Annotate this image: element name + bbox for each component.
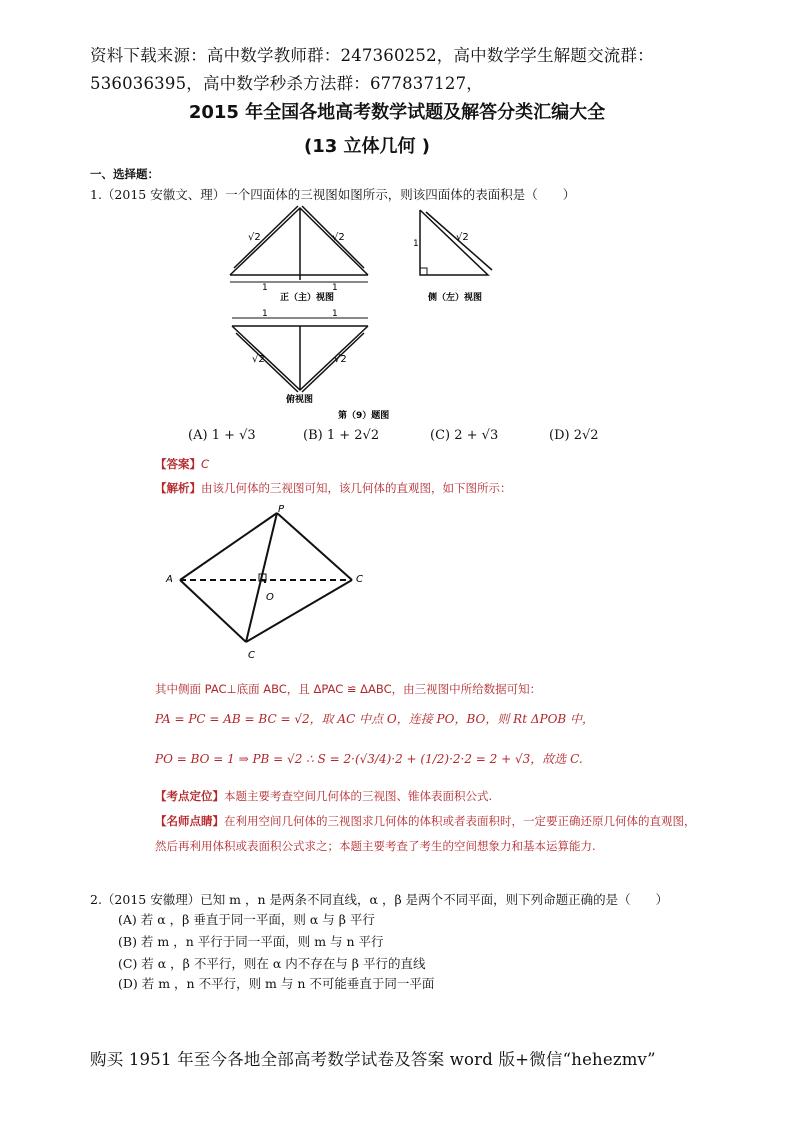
label-o: O (266, 592, 274, 603)
solid-figure (160, 500, 380, 665)
q1-line-3: PO = BO = 1 ⇒ PB = √2 ∴ S = 2·(√3/4)·2 + (1/2)·2·2 = 2 + √3，故选 C. (155, 752, 583, 766)
q1-option-b: (B) 1 + 2√2 (303, 428, 380, 443)
top-one-right: 1 (332, 309, 338, 319)
front-caption: 正（主）视图 (280, 293, 335, 303)
page-title: 2015 年全国各地高考数学试题及解答分类汇编大全 (188, 102, 606, 123)
front-one-left: 1 (262, 283, 268, 293)
q1-option-a: (A) 1 + √3 (188, 428, 256, 443)
q2-option-a: (A) 若 α ，β 垂直于同一平面，则 α 与 β 平行 (118, 912, 375, 927)
three-view-figure (220, 200, 520, 425)
section-heading: 一、选择题： (90, 167, 159, 181)
top-caption: 俯视图 (286, 395, 314, 405)
q1-teacher-2: 然后再利用体积或表面积公式求之；本题主要考查了考生的空间想象力和基本运算能力. (155, 839, 596, 853)
q1-line-2: PA = PC = AB = BC = √2，取 AC 中点 O，连接 PO，BO，则 Rt ΔPOB 中， (155, 712, 595, 726)
figure-caption: 第（9）题图 (338, 411, 390, 421)
label-c-bottom: C (248, 650, 255, 661)
side-one: 1 (413, 239, 419, 249)
label-a: A (166, 574, 173, 585)
front-one-right: 1 (332, 283, 338, 293)
q1-analysis: 【解析】由该几何体的三视图可知，该几何体的直观图，如下图所示： (155, 481, 512, 495)
header-line-2: 536036395，高中数学秒杀方法群：677837127， (90, 74, 483, 93)
q1-point: 【考点定位】本题主要考查空间几何体的三视图、锥体表面积公式. (155, 789, 493, 803)
header-line-1: 资料下载来源：高中数学教师群：247360252，高中数学学生解题交流群： (90, 46, 654, 65)
q2-option-c: (C) 若 α ，β 不平行，则在 α 内不存在与 β 平行的直线 (118, 956, 426, 971)
q1-option-d: (D) 2√2 (549, 428, 599, 443)
q1-answer: 【答案】C (155, 457, 210, 471)
front-view (230, 206, 368, 282)
footer-note: 购买 1951 年至今各地全部高考数学试卷及答案 word 版+微信“hehezmv” (90, 1050, 656, 1069)
top-root2-left: √2 (252, 354, 265, 365)
page-subtitle: (13 立体几何 ) (303, 136, 431, 157)
label-c-right: C (356, 574, 363, 585)
q1-teacher-1: 【名师点睛】在利用空间几何体的三视图求几何体的体积或者表面积时，一定要正确还原几何体的直观图， (155, 814, 696, 828)
top-root2-right: √2 (334, 354, 347, 365)
q1-option-c: (C) 2 + √3 (430, 428, 499, 443)
q1-stem: 1.（2015 安徽文、理）一个四面体的三视图如图所示，则该四面体的表面积是（ ） (90, 187, 576, 202)
q2-option-d: (D) 若 m ，n 不平行，则 m 与 n 不可能垂直于同一平面 (118, 976, 435, 991)
q2-option-b: (B) 若 m ，n 平行于同一平面，则 m 与 n 平行 (118, 934, 384, 949)
side-caption: 侧（左）视图 (428, 293, 483, 303)
front-root2-right: √2 (332, 232, 345, 243)
q2-stem: 2.（2015 安徽理）已知 m ，n 是两条不同直线，α ，β 是两个不同平面，则下列命题正确的是（ ） (90, 892, 669, 907)
side-root2: √2 (456, 232, 469, 243)
front-root2-left: √2 (248, 232, 261, 243)
q1-line-1: 其中侧面 PAC⊥底面 ABC，且 ΔPAC ≌ ΔABC，由三视图中所给数据可知： (155, 682, 542, 696)
label-p: P (278, 504, 285, 515)
top-one-left: 1 (262, 309, 268, 319)
